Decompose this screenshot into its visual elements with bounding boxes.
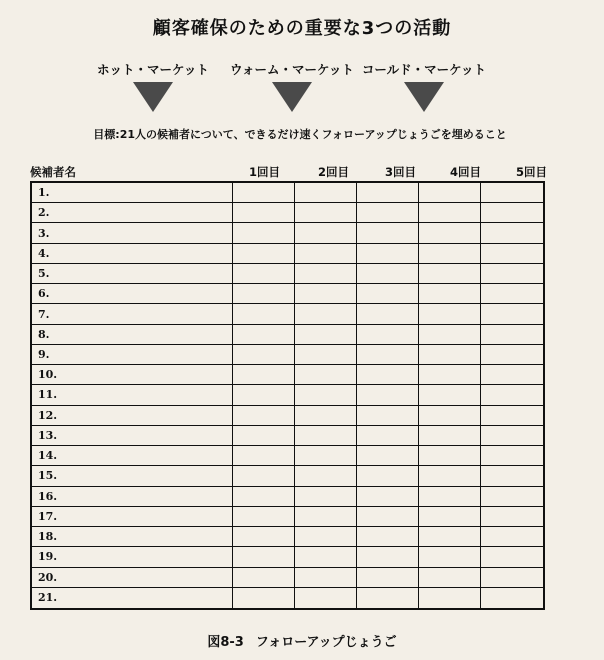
follow-up-cell bbox=[419, 487, 481, 507]
follow-up-cell bbox=[419, 304, 481, 324]
follow-up-cell bbox=[357, 345, 419, 365]
follow-up-cell bbox=[357, 304, 419, 324]
column-header-name: 候補者名 bbox=[30, 165, 76, 179]
follow-up-cell bbox=[295, 203, 357, 223]
follow-up-cell bbox=[481, 365, 543, 385]
follow-up-cell bbox=[419, 365, 481, 385]
follow-up-cell bbox=[481, 406, 543, 426]
follow-up-cell bbox=[233, 203, 295, 223]
market-label-hot: ホット・マーケット bbox=[97, 62, 209, 77]
candidate-name-cell: 9. bbox=[32, 345, 233, 365]
figure-number: 図8-3 bbox=[207, 635, 244, 650]
follow-up-cell bbox=[419, 385, 481, 405]
candidate-name-cell: 8. bbox=[32, 325, 233, 345]
follow-up-cell bbox=[233, 244, 295, 264]
follow-up-cell bbox=[233, 264, 295, 284]
candidate-name-cell: 10. bbox=[32, 365, 233, 385]
follow-up-cell bbox=[357, 223, 419, 243]
follow-up-cell bbox=[295, 264, 357, 284]
funnel-icon bbox=[272, 82, 312, 112]
candidate-name-cell: 12. bbox=[32, 406, 233, 426]
follow-up-cell bbox=[295, 507, 357, 527]
follow-up-cell bbox=[233, 426, 295, 446]
follow-up-cell bbox=[295, 244, 357, 264]
column-header-round-1: 1回目 bbox=[249, 165, 281, 179]
follow-up-cell bbox=[481, 325, 543, 345]
follow-up-cell bbox=[481, 446, 543, 466]
follow-up-cell bbox=[357, 446, 419, 466]
candidate-name-cell: 17. bbox=[32, 507, 233, 527]
follow-up-cell bbox=[419, 223, 481, 243]
candidate-name-cell: 15. bbox=[32, 466, 233, 486]
follow-up-cell bbox=[233, 304, 295, 324]
follow-up-cell bbox=[295, 446, 357, 466]
follow-up-cell bbox=[233, 487, 295, 507]
follow-up-cell bbox=[295, 466, 357, 486]
follow-up-cell bbox=[481, 507, 543, 527]
follow-up-cell bbox=[233, 547, 295, 567]
candidate-name-cell: 2. bbox=[32, 203, 233, 223]
follow-up-cell bbox=[295, 568, 357, 588]
follow-up-cell bbox=[295, 588, 357, 608]
follow-up-cell bbox=[419, 244, 481, 264]
follow-up-cell bbox=[419, 426, 481, 446]
follow-up-cell bbox=[419, 507, 481, 527]
follow-up-cell bbox=[233, 446, 295, 466]
follow-up-cell bbox=[481, 223, 543, 243]
follow-up-cell bbox=[233, 183, 295, 203]
follow-up-cell bbox=[481, 284, 543, 304]
follow-up-cell bbox=[419, 406, 481, 426]
follow-up-cell bbox=[481, 527, 543, 547]
follow-up-cell bbox=[357, 568, 419, 588]
follow-up-cell bbox=[233, 284, 295, 304]
follow-up-cell bbox=[357, 244, 419, 264]
column-header-round-3: 3回目 bbox=[385, 165, 417, 179]
follow-up-cell bbox=[233, 325, 295, 345]
follow-up-cell bbox=[357, 183, 419, 203]
follow-up-cell bbox=[357, 385, 419, 405]
figure-caption bbox=[0, 631, 604, 650]
follow-up-cell bbox=[357, 325, 419, 345]
funnel-icon bbox=[404, 82, 444, 112]
follow-up-cell bbox=[419, 568, 481, 588]
follow-up-cell bbox=[233, 527, 295, 547]
follow-up-cell bbox=[233, 385, 295, 405]
follow-up-cell bbox=[481, 345, 543, 365]
candidate-name-cell: 20. bbox=[32, 568, 233, 588]
candidate-name-cell: 18. bbox=[32, 527, 233, 547]
follow-up-cell bbox=[357, 547, 419, 567]
candidate-name-cell: 11. bbox=[32, 385, 233, 405]
follow-up-cell bbox=[295, 487, 357, 507]
follow-up-cell bbox=[481, 304, 543, 324]
follow-up-cell bbox=[295, 223, 357, 243]
follow-up-cell bbox=[295, 325, 357, 345]
follow-up-cell bbox=[419, 203, 481, 223]
follow-up-cell bbox=[233, 406, 295, 426]
market-label-warm: ウォーム・マーケット bbox=[230, 62, 354, 77]
follow-up-cell bbox=[481, 183, 543, 203]
follow-up-cell bbox=[233, 365, 295, 385]
follow-up-cell bbox=[295, 284, 357, 304]
page-title: 顧客確保のための重要な3つの活動 bbox=[152, 18, 452, 39]
follow-up-cell bbox=[419, 183, 481, 203]
follow-up-cell bbox=[419, 284, 481, 304]
follow-up-cell bbox=[481, 203, 543, 223]
funnel-icon bbox=[133, 82, 173, 112]
follow-up-cell bbox=[357, 365, 419, 385]
follow-up-cell bbox=[357, 203, 419, 223]
follow-up-cell bbox=[295, 183, 357, 203]
follow-up-table bbox=[30, 181, 545, 610]
follow-up-cell bbox=[295, 365, 357, 385]
follow-up-cell bbox=[419, 547, 481, 567]
follow-up-cell bbox=[295, 547, 357, 567]
follow-up-cell bbox=[357, 588, 419, 608]
candidate-name-cell: 5. bbox=[32, 264, 233, 284]
candidate-name-cell: 6. bbox=[32, 284, 233, 304]
follow-up-cell bbox=[481, 244, 543, 264]
follow-up-cell bbox=[481, 385, 543, 405]
follow-up-cell bbox=[295, 406, 357, 426]
follow-up-cell bbox=[233, 507, 295, 527]
follow-up-cell bbox=[295, 426, 357, 446]
candidate-name-cell: 13. bbox=[32, 426, 233, 446]
follow-up-cell bbox=[357, 527, 419, 547]
follow-up-cell bbox=[419, 466, 481, 486]
follow-up-cell bbox=[481, 466, 543, 486]
follow-up-cell bbox=[481, 588, 543, 608]
candidate-name-cell: 21. bbox=[32, 588, 233, 608]
follow-up-cell bbox=[295, 527, 357, 547]
follow-up-cell bbox=[419, 325, 481, 345]
follow-up-cell bbox=[357, 466, 419, 486]
follow-up-cell bbox=[295, 385, 357, 405]
follow-up-cell bbox=[357, 264, 419, 284]
column-header-round-4: 4回目 bbox=[450, 165, 482, 179]
market-label-cold: コールド・マーケット bbox=[361, 62, 487, 77]
follow-up-cell bbox=[233, 588, 295, 608]
candidate-name-cell: 7. bbox=[32, 304, 233, 324]
follow-up-cell bbox=[419, 345, 481, 365]
candidate-name-cell: 16. bbox=[32, 487, 233, 507]
follow-up-cell bbox=[481, 547, 543, 567]
follow-up-cell bbox=[357, 406, 419, 426]
follow-up-cell bbox=[419, 264, 481, 284]
column-header-round-5: 5回目 bbox=[516, 165, 548, 179]
candidate-name-cell: 14. bbox=[32, 446, 233, 466]
follow-up-cell bbox=[295, 345, 357, 365]
follow-up-cell bbox=[357, 284, 419, 304]
follow-up-cell bbox=[481, 487, 543, 507]
column-header-round-2: 2回目 bbox=[318, 165, 350, 179]
follow-up-cell bbox=[233, 568, 295, 588]
follow-up-cell bbox=[233, 223, 295, 243]
follow-up-cell bbox=[357, 507, 419, 527]
candidate-name-cell: 3. bbox=[32, 223, 233, 243]
follow-up-cell bbox=[357, 487, 419, 507]
follow-up-cell bbox=[295, 304, 357, 324]
follow-up-cell bbox=[233, 345, 295, 365]
follow-up-cell bbox=[233, 466, 295, 486]
follow-up-cell bbox=[419, 446, 481, 466]
follow-up-cell bbox=[357, 426, 419, 446]
follow-up-cell bbox=[419, 588, 481, 608]
goal-text: 目標:21人の候補者について、できるだけ速くフォローアップじょうごを埋めること bbox=[93, 128, 507, 141]
candidate-name-cell: 19. bbox=[32, 547, 233, 567]
candidate-name-cell: 4. bbox=[32, 244, 233, 264]
follow-up-cell bbox=[419, 527, 481, 547]
candidate-name-cell: 1. bbox=[32, 183, 233, 203]
follow-up-cell bbox=[481, 426, 543, 446]
follow-up-cell bbox=[481, 264, 543, 284]
follow-up-cell bbox=[481, 568, 543, 588]
figure-caption-text: フォローアップじょうご bbox=[255, 635, 397, 650]
